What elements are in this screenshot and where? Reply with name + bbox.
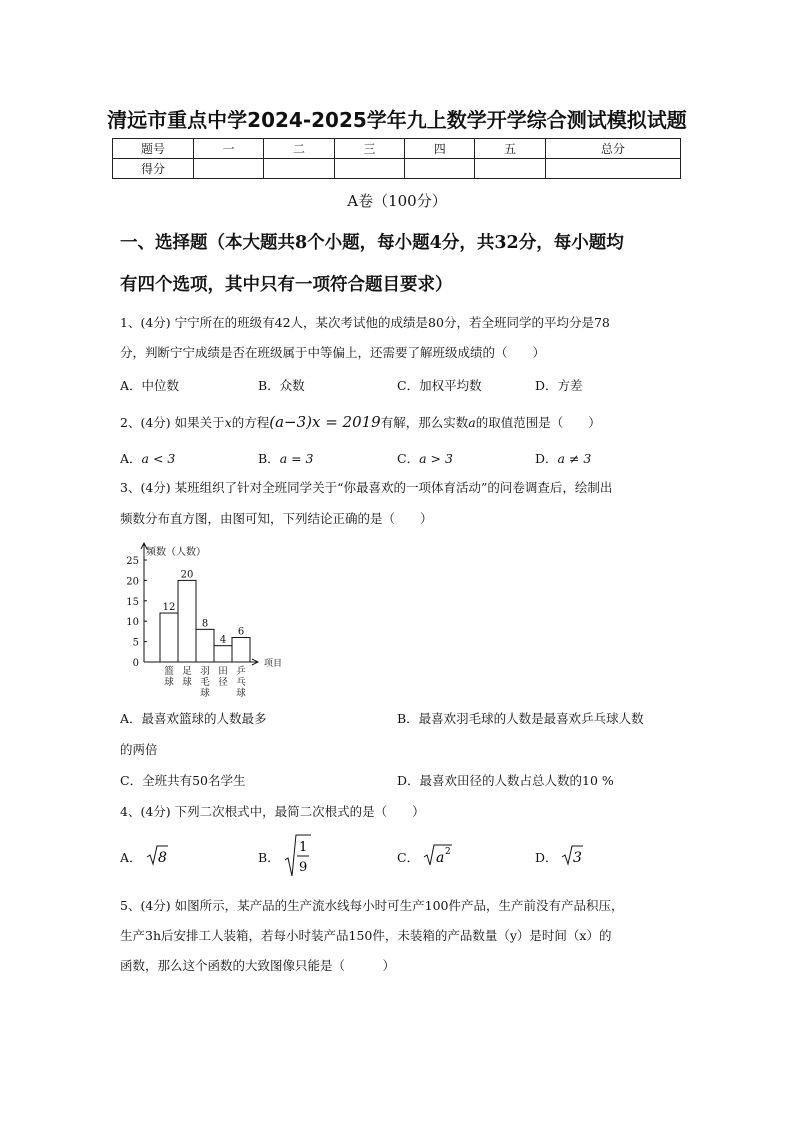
q1-line1: 1、(4分) 宁宁所在的班级有42人，某次考试他的成绩是80分，若全班同学的平均分是78 bbox=[120, 315, 610, 330]
part1-heading-line2: 有四个选项，其中只有一项符合题目要求） bbox=[120, 275, 453, 295]
svg-text:a: a bbox=[436, 850, 445, 866]
q3-line2: 频数分布直方图，由图可知，下列结论正确的是（ ） bbox=[120, 511, 433, 526]
q2-mid1: 的方程 bbox=[231, 415, 270, 430]
score-cell bbox=[264, 159, 334, 179]
score-header-cell: 三 bbox=[334, 139, 404, 159]
q1-option-a: A．中位数 bbox=[120, 378, 180, 393]
q2-option-a: A．a < 3 bbox=[120, 451, 176, 466]
q5-line2: 生产3h后安排工人装箱，若每小时装产品150件，未装箱的产品数量（y）是时间（x）的 bbox=[120, 928, 612, 943]
q2-suffix: 的取值范围是（ ） bbox=[475, 415, 601, 430]
q4-option-b: B． bbox=[258, 850, 280, 865]
category-label: 球 bbox=[200, 688, 210, 699]
q3-line1: 3、(4分) 某班组织了针对全班同学关于“你最喜欢的一项体育活动”的问卷调查后，绘制出 bbox=[120, 480, 613, 495]
q5-line3: 函数，那么这个函数的大致图像只能是（ ） bbox=[120, 958, 396, 973]
histogram-bar bbox=[178, 580, 196, 662]
y-tick-label: 25 bbox=[126, 556, 139, 567]
q4-radicand-d: 3 bbox=[573, 850, 582, 866]
score-row-label: 得分 bbox=[113, 159, 194, 179]
q3-option-c: C．全班共有50名学生 bbox=[120, 773, 246, 788]
score-header-cell: 二 bbox=[264, 139, 334, 159]
category-label: 乓 bbox=[236, 677, 246, 688]
score-header-cell: 五 bbox=[475, 139, 545, 159]
bar-value-label: 20 bbox=[180, 569, 194, 581]
svg-text:1: 1 bbox=[299, 840, 308, 855]
y-tick-label: 15 bbox=[126, 596, 139, 608]
y-tick-label: 5 bbox=[132, 637, 139, 649]
histogram-bar bbox=[214, 646, 232, 662]
x-axis-label: 项目 bbox=[264, 659, 283, 669]
score-cell bbox=[194, 159, 264, 179]
svg-text:9: 9 bbox=[299, 860, 308, 875]
score-cell bbox=[545, 159, 680, 179]
bar-value-label: 6 bbox=[237, 626, 245, 638]
bar-value-label: 8 bbox=[201, 618, 209, 630]
q3-option-a: A．最喜欢篮球的人数最多 bbox=[120, 711, 267, 726]
svg-text:2: 2 bbox=[445, 847, 451, 857]
category-label: 乒 bbox=[236, 666, 246, 677]
q2-var-x: x bbox=[224, 415, 232, 430]
score-cell bbox=[334, 159, 404, 179]
category-label: 球 bbox=[182, 677, 192, 688]
histogram-bar bbox=[196, 629, 214, 662]
category-label: 篮 bbox=[164, 666, 174, 677]
score-table bbox=[112, 138, 681, 179]
category-label: 球 bbox=[236, 688, 246, 699]
q3-option-d: D．最喜欢田径的人数占总人数的10 % bbox=[397, 773, 614, 788]
category-label: 毛 bbox=[200, 677, 210, 688]
score-cell bbox=[475, 159, 545, 179]
bar-value-label: 4 bbox=[219, 634, 227, 646]
q4-option-d: D． bbox=[535, 850, 558, 865]
q4-option-a-sqrt bbox=[145, 843, 169, 867]
q2-option-b-math: a = 3 bbox=[279, 451, 314, 466]
frequency-histogram bbox=[118, 540, 308, 702]
q2-option-d: D．a ≠ 3 bbox=[535, 451, 592, 466]
q4-option-a: A． bbox=[120, 850, 142, 865]
y-tick-label: 20 bbox=[126, 576, 139, 588]
score-header-cell: 总分 bbox=[545, 139, 680, 159]
q2-equation: (a−3)x = 2019 bbox=[269, 413, 381, 431]
q1-option-d: D．方差 bbox=[535, 378, 583, 393]
bar-value-label: 12 bbox=[162, 602, 176, 614]
q1-line2: 分，判断宁宁成绩是否在班级属于中等偏上，还需要了解班级成绩的（ ） bbox=[120, 345, 546, 360]
q2-var-a: a bbox=[468, 415, 476, 430]
q5-line1: 5、(4分) 如图所示，某产品的生产流水线每小时可生产100件产品，生产前没有产品积压， bbox=[120, 898, 624, 913]
score-header-cell: 四 bbox=[405, 139, 475, 159]
category-label: 径 bbox=[218, 677, 228, 688]
q1-option-b: B．众数 bbox=[258, 378, 305, 393]
q2-option-c: C．a > 3 bbox=[397, 451, 453, 466]
score-cell bbox=[405, 159, 475, 179]
q2-mid2: 有解，那么实数 bbox=[380, 415, 469, 430]
y-axis-label: 频数（人数） bbox=[146, 547, 206, 558]
part1-heading-line1: 一、选择题（本大题共8个小题，每小题4分，共32分，每小题均 bbox=[120, 233, 624, 253]
q3-option-b: B．最喜欢羽毛球的人数是最喜欢乒乓球人数 bbox=[397, 711, 644, 726]
score-table-score-row bbox=[113, 159, 681, 179]
q4-radicand-a: 8 bbox=[158, 850, 167, 866]
category-label: 田 bbox=[218, 666, 228, 677]
q2-option-c-math: a > 3 bbox=[419, 451, 453, 466]
histogram-bar bbox=[160, 613, 178, 662]
category-label: 足 bbox=[182, 666, 192, 677]
q4-option-c-sqrt bbox=[422, 840, 454, 868]
q2-prefix: 2、(4分) 如果关于 bbox=[120, 415, 225, 430]
q4-option-d-sqrt bbox=[560, 843, 584, 867]
q4-option-b-sqrt bbox=[283, 832, 313, 878]
score-table-header-row bbox=[113, 139, 681, 159]
q2-option-b: B．a = 3 bbox=[258, 451, 314, 466]
exam-title: 清远市重点中学2024-2025学年九上数学开学综合测试模拟试题 bbox=[107, 108, 687, 132]
category-label: 羽 bbox=[200, 666, 210, 677]
q2-option-d-math: a ≠ 3 bbox=[557, 451, 592, 466]
score-header-cell: 一 bbox=[194, 139, 264, 159]
y-tick-label: 0 bbox=[132, 658, 139, 669]
q2-option-a-math: a < 3 bbox=[141, 451, 176, 466]
score-header-cell: 题号 bbox=[113, 139, 194, 159]
q2-stem bbox=[120, 408, 680, 437]
q4-option-c: C． bbox=[397, 850, 420, 865]
q3-option-b-cont: 的两倍 bbox=[120, 742, 158, 757]
category-label: 球 bbox=[164, 677, 174, 688]
histogram-bar bbox=[232, 638, 250, 662]
y-tick-label: 10 bbox=[126, 617, 139, 629]
section-a-heading: A卷（100分） bbox=[347, 192, 447, 210]
q4-stem: 4、(4分) 下列二次根式中，最简二次根式的是（ ） bbox=[120, 804, 425, 819]
q1-option-c: C．加权平均数 bbox=[397, 378, 482, 393]
